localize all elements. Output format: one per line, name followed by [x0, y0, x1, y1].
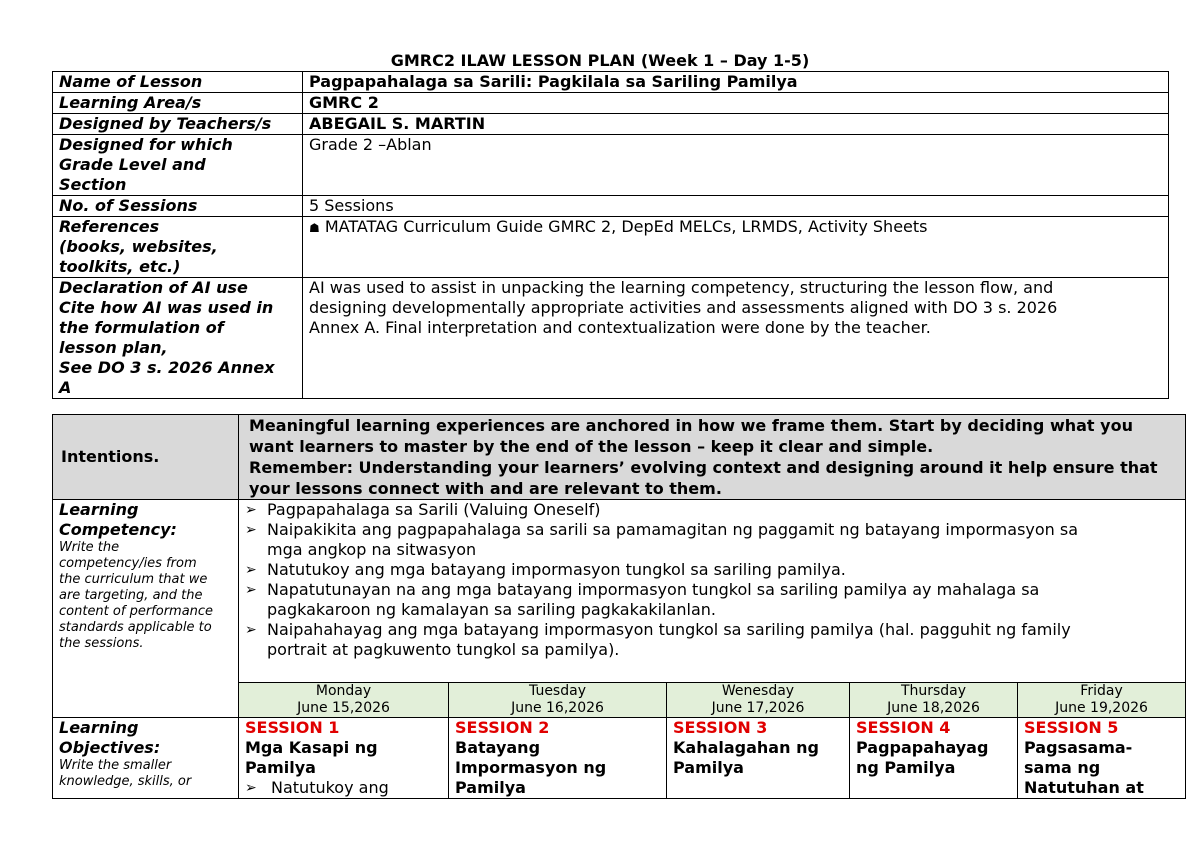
label-line: lesson plan, — [59, 338, 168, 357]
competency-list — [241, 500, 1179, 660]
info-row-lesson-name — [53, 72, 1169, 93]
info-row-references — [53, 217, 1169, 278]
references-text: MATATAG Curriculum Guide GMRC 2, DepEd MELCs, LRMDS, Activity Sheets — [324, 217, 928, 236]
list-item: ➢ Naipahahayag ang mga batayang impormasyon tungkol sa sariling pamilya (hal. pagguhit ng family portrait at pagkuwento tungkol sa pamilya). — [245, 620, 1071, 659]
ai-line: AI was used to assist in unpacking the learning competency, structuring the lesson flow, and — [309, 278, 1054, 297]
session-title: Pamilya — [673, 758, 744, 777]
list-item: ➢ Pagpapahalaga sa Sarili (Valuing Oneself) — [245, 500, 601, 519]
intent-line: Meaningful learning experiences are anchored in how we frame them. Start by deciding what you — [249, 416, 1133, 435]
list-item: ➢ Natutukoy ang mga batayang impormasyon tungkol sa sariling pamilya. — [245, 560, 846, 579]
label-line: References — [59, 217, 160, 236]
label-line: Cite how AI was used in — [59, 298, 274, 317]
session-title: Pagsasama- — [1024, 738, 1133, 757]
day-header-tuesday: Tuesday June 16,2026 — [449, 683, 667, 718]
objectives-title: Learning — [59, 718, 139, 737]
lesson-info-table — [52, 71, 1169, 399]
session-4-cell — [850, 718, 1018, 799]
label-line: Declaration of AI use — [59, 278, 248, 297]
objectives-row — [53, 718, 1186, 799]
info-row-sessions — [53, 196, 1169, 217]
session-title: Pamilya — [455, 778, 526, 797]
session-number: SESSION 1 — [245, 718, 340, 737]
info-label: No. of Sessions — [53, 196, 303, 217]
session-item: ➢ Natutukoy ang — [245, 778, 389, 797]
list-item: ➢ Napatutunayan na ang mga batayang impormasyon tungkol sa sariling pamilya ay mahalaga sa pagkakaroon ng kamalayan sa sariling pagkakakilanlan. — [245, 580, 1040, 619]
day-header-friday: Friday June 19,2026 — [1018, 683, 1186, 718]
info-label — [53, 217, 303, 278]
competency-sub: are targeting, and the — [59, 588, 203, 603]
book-icon: ☗ — [309, 221, 320, 235]
label-line: toolkits, etc.) — [59, 257, 181, 276]
info-value: GMRC 2 — [303, 93, 1169, 114]
competency-sub: standards applicable to — [59, 620, 212, 635]
session-number: SESSION 4 — [856, 718, 951, 737]
arrow-bullet-icon: ➢ — [245, 780, 257, 796]
label-line: (books, websites, — [59, 237, 218, 256]
info-value: ABEGAIL S. MARTIN — [303, 114, 1169, 135]
intentions-table — [52, 414, 1186, 799]
info-row-ai-declaration — [53, 278, 1169, 399]
info-label — [53, 278, 303, 399]
arrow-bullet-icon: ➢ — [245, 562, 257, 578]
info-row-learning-area — [53, 93, 1169, 114]
competency-title: Competency: — [59, 520, 177, 539]
info-value: 5 Sessions — [303, 196, 1169, 217]
intentions-text — [239, 415, 1186, 500]
competency-list-cell — [239, 500, 1186, 683]
session-title: Pagpapahayag — [856, 738, 989, 757]
session-title: Natutuhan at — [1024, 778, 1144, 797]
intent-line: your lessons connect with and are relevant to them. — [249, 479, 722, 498]
session-number: SESSION 3 — [673, 718, 768, 737]
list-item: ➢ Naipakikita ang pagpapahalaga sa sarili sa pamamagitan ng paggamit ng batayang impormasyon sa mga angkop na sitwasyon — [245, 520, 1079, 559]
day-header-wednesday: Wenesday June 17,2026 — [667, 683, 850, 718]
intentions-label: Intentions. — [53, 415, 239, 500]
arrow-bullet-icon: ➢ — [245, 582, 257, 598]
arrow-bullet-icon: ➢ — [245, 522, 257, 538]
day-header-thursday: Thursday June 18,2026 — [850, 683, 1018, 718]
intent-line: want learners to master by the end of the lesson – keep it clear and simple. — [249, 437, 934, 456]
competency-sub: content of performance — [59, 604, 214, 619]
label-line: Designed for which — [59, 135, 233, 154]
session-title: Pamilya — [245, 758, 316, 777]
session-title: Mga Kasapi ng — [245, 738, 378, 757]
session-title: Impormasyon ng — [455, 758, 607, 777]
competency-sub: the curriculum that we — [59, 572, 208, 587]
info-label — [53, 135, 303, 196]
session-title: Kahalagahan ng — [673, 738, 819, 757]
intent-line: Remember: Understanding your learners’ evolving context and designing around it help ensure that — [249, 458, 1158, 477]
info-label: Designed by Teachers/s — [53, 114, 303, 135]
session-number: SESSION 5 — [1024, 718, 1119, 737]
competency-label — [53, 500, 239, 718]
session-title: ng Pamilya — [856, 758, 956, 777]
session-number: SESSION 2 — [455, 718, 550, 737]
ai-line: Annex A. Final interpretation and contextualization were done by the teacher. — [309, 318, 931, 337]
label-line: the formulation of — [59, 318, 224, 337]
competency-sub: Write the — [59, 540, 120, 555]
session-5-cell — [1018, 718, 1186, 799]
day-header-monday: Monday June 15,2026 — [239, 683, 449, 718]
info-label: Learning Area/s — [53, 93, 303, 114]
info-label: Name of Lesson — [53, 72, 303, 93]
competency-row — [53, 500, 1186, 683]
competency-sub: competency/ies from — [59, 556, 197, 571]
document-title: GMRC2 ILAW LESSON PLAN (Week 1 – Day 1-5) — [390, 51, 810, 70]
arrow-bullet-icon: ➢ — [245, 502, 257, 518]
objectives-title: Objectives: — [59, 738, 161, 757]
objectives-sub: Write the smaller — [59, 758, 172, 773]
objectives-label — [53, 718, 239, 799]
label-line: See DO 3 s. 2026 Annex — [59, 358, 275, 377]
session-2-cell — [449, 718, 667, 799]
session-3-cell — [667, 718, 850, 799]
label-line: Grade Level and — [59, 155, 206, 174]
info-row-teacher — [53, 114, 1169, 135]
ai-line: designing developmentally appropriate activities and assessments aligned with DO 3 s. 2026 — [309, 298, 1058, 317]
objectives-sub: knowledge, skills, or — [59, 774, 192, 789]
info-value — [303, 217, 1169, 278]
session-title: Batayang — [455, 738, 541, 757]
label-line: Section — [59, 175, 127, 194]
info-value: Grade 2 –Ablan — [303, 135, 1169, 196]
session-1-cell — [239, 718, 449, 799]
session-title: sama ng — [1024, 758, 1101, 777]
arrow-bullet-icon: ➢ — [245, 622, 257, 638]
label-line: A — [59, 378, 72, 397]
info-value: Pagpapahalaga sa Sarili: Pagkilala sa Sariling Pamilya — [303, 72, 1169, 93]
info-row-grade-level — [53, 135, 1169, 196]
intentions-row — [53, 415, 1186, 500]
info-value — [303, 278, 1169, 399]
competency-sub: the sessions. — [59, 636, 144, 651]
competency-title: Learning — [59, 500, 139, 519]
